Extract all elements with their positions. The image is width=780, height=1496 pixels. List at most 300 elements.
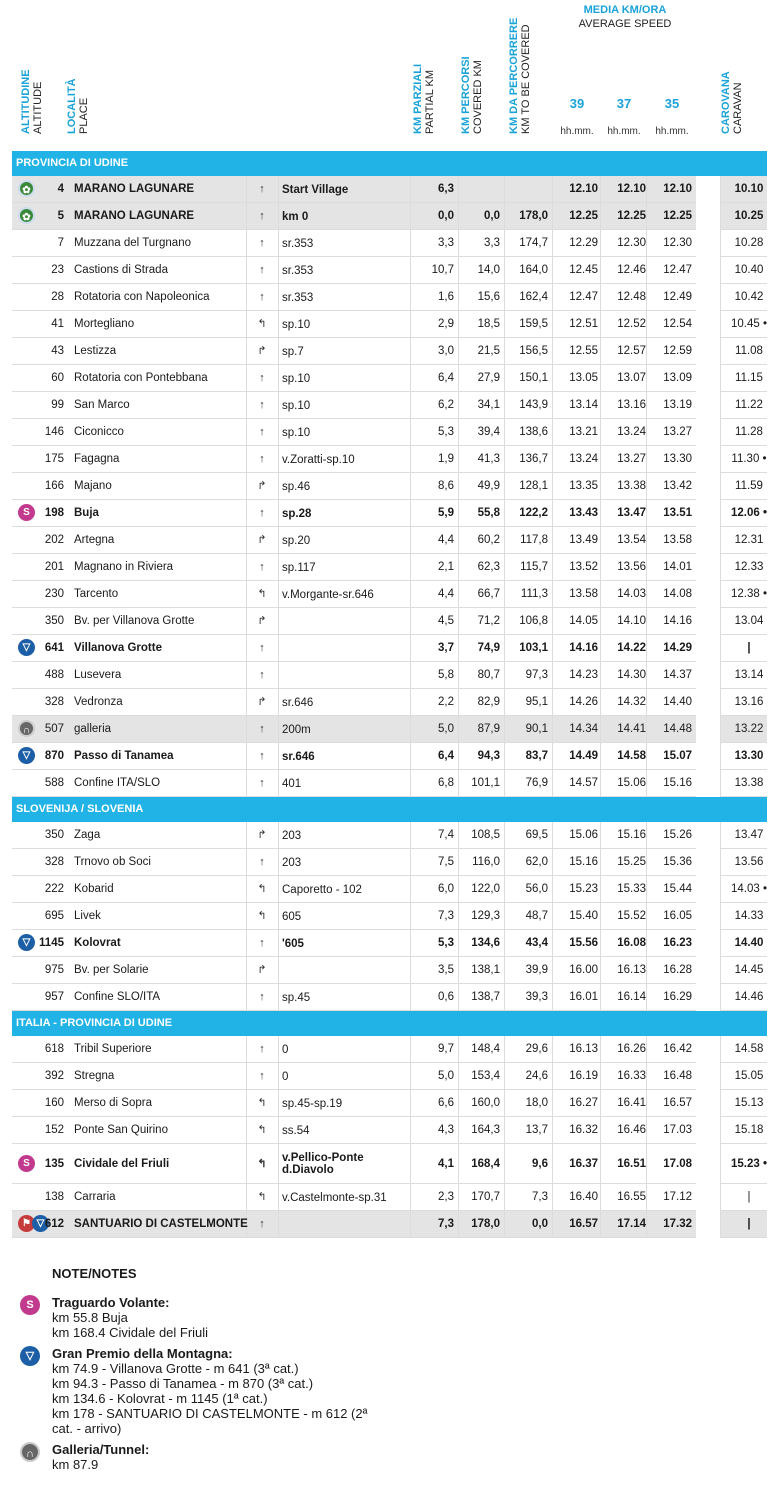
direction-arrow: ↱ bbox=[257, 480, 267, 492]
direction-arrow: ↑ bbox=[259, 561, 265, 573]
place: galleria bbox=[74, 723, 112, 735]
column-divider bbox=[458, 176, 459, 202]
road: sr.353 bbox=[282, 237, 314, 250]
column-divider bbox=[278, 1063, 279, 1089]
time-35: 13.19 bbox=[663, 399, 692, 411]
column-divider bbox=[246, 311, 247, 337]
caravan-time: 11.28 bbox=[735, 426, 763, 438]
time-39: 12.47 bbox=[569, 291, 598, 303]
km-to-cover: 9,6 bbox=[532, 1158, 548, 1170]
column-gap bbox=[696, 662, 720, 689]
mountain-icon: ▽ bbox=[20, 1346, 40, 1366]
column-divider bbox=[278, 849, 279, 875]
time-39: 13.58 bbox=[569, 588, 598, 600]
caravan-time: 15.05 bbox=[734, 1070, 764, 1082]
time-37: 12.25 bbox=[617, 210, 646, 222]
covered-km: 178,0 bbox=[471, 1218, 500, 1230]
column-divider bbox=[278, 284, 279, 310]
place: Fagagna bbox=[74, 453, 120, 465]
time-39: 16.19 bbox=[569, 1070, 598, 1082]
column-gap bbox=[696, 554, 720, 581]
covered-km: 160,0 bbox=[471, 1097, 500, 1109]
altitude: 201 bbox=[44, 561, 64, 573]
note-line: cat. - arrivo) bbox=[52, 1421, 122, 1436]
time-37: 13.07 bbox=[617, 372, 646, 384]
column-gap bbox=[696, 876, 720, 903]
covered-km: 134,6 bbox=[471, 937, 500, 949]
column-divider bbox=[246, 822, 247, 848]
place: Merso di Sopra bbox=[74, 1097, 152, 1109]
time-39: 12.25 bbox=[569, 210, 598, 222]
caravan-header: CAROVANA CARAVAN bbox=[720, 71, 744, 134]
time-37: 16.26 bbox=[617, 1043, 646, 1055]
column-divider bbox=[246, 1090, 247, 1116]
altitude: 43 bbox=[51, 345, 64, 357]
partial-km: 0,0 bbox=[438, 210, 454, 222]
place: Livek bbox=[74, 910, 101, 922]
time-35: 16.48 bbox=[663, 1070, 692, 1082]
column-divider bbox=[246, 554, 247, 580]
partial-km: 6,8 bbox=[438, 777, 454, 789]
time-37: 13.24 bbox=[617, 426, 646, 438]
time-37: 14.03 bbox=[617, 588, 646, 600]
column-gap bbox=[696, 635, 720, 662]
column-divider bbox=[278, 770, 279, 796]
column-divider bbox=[278, 581, 279, 607]
covered-km: 74,9 bbox=[477, 642, 500, 654]
column-divider bbox=[504, 176, 505, 202]
covered-km: 116,0 bbox=[472, 856, 500, 868]
km-to-cover-header: KM DA PERCORRERE KM TO BE COVERED bbox=[508, 17, 532, 134]
column-divider bbox=[278, 743, 279, 769]
place: Confine SLO/ITA bbox=[74, 991, 161, 1003]
caravan-time: 15.23 • bbox=[731, 1158, 767, 1170]
km-to-cover: 56,0 bbox=[525, 883, 548, 895]
time-35: 14.29 bbox=[663, 642, 692, 654]
direction-arrow: ↑ bbox=[259, 991, 265, 1003]
partial-km: 6,2 bbox=[438, 399, 454, 411]
partial-km: 2,2 bbox=[438, 696, 454, 708]
time-37: 12.52 bbox=[617, 318, 646, 330]
column-divider bbox=[246, 849, 247, 875]
column-divider bbox=[246, 876, 247, 902]
time-37: 12.46 bbox=[617, 264, 646, 276]
time-35: 16.28 bbox=[663, 964, 692, 976]
table-row bbox=[12, 473, 767, 500]
km-to-cover: 164,0 bbox=[519, 264, 548, 276]
column-divider bbox=[246, 392, 247, 418]
table-row bbox=[12, 230, 767, 257]
column-divider bbox=[278, 1117, 279, 1143]
column-divider bbox=[278, 957, 279, 983]
km-to-cover: 48,7 bbox=[525, 910, 548, 922]
time-37: 12.57 bbox=[617, 345, 646, 357]
altitude: 28 bbox=[51, 291, 64, 303]
km-to-cover: 95,1 bbox=[525, 696, 548, 708]
time-35: 16.23 bbox=[663, 937, 692, 949]
table-row bbox=[12, 849, 767, 876]
time-35: 13.09 bbox=[663, 372, 692, 384]
partial-km: 6,0 bbox=[438, 883, 454, 895]
time-39: 14.57 bbox=[569, 777, 598, 789]
place: Bv. per Villanova Grotte bbox=[74, 615, 195, 627]
direction-arrow: ↑ bbox=[259, 723, 265, 735]
column-divider bbox=[278, 930, 279, 956]
column-divider bbox=[246, 984, 247, 1010]
road: 0 bbox=[282, 1043, 289, 1056]
direction-arrow: ↰ bbox=[257, 1124, 267, 1136]
table-row bbox=[12, 581, 767, 608]
km-to-cover: 13,7 bbox=[525, 1124, 548, 1136]
time-37: 16.13 bbox=[617, 964, 646, 976]
time-35: 14.37 bbox=[663, 669, 692, 681]
covered-km: 168,4 bbox=[471, 1158, 500, 1170]
time-35: 13.30 bbox=[663, 453, 692, 465]
time-37: 15.25 bbox=[617, 856, 646, 868]
road: v.Zoratti-sp.10 bbox=[282, 453, 355, 466]
section-header: PROVINCIA DI UDINE bbox=[12, 151, 767, 176]
direction-arrow: ↑ bbox=[259, 372, 265, 384]
column-divider bbox=[278, 608, 279, 634]
time-39: 16.32 bbox=[569, 1124, 598, 1136]
column-gap bbox=[696, 930, 720, 957]
partial-km: 5,9 bbox=[438, 507, 454, 519]
time-35: 12.54 bbox=[663, 318, 692, 330]
column-divider bbox=[246, 930, 247, 956]
road: sp.45 bbox=[282, 991, 311, 1004]
table-row bbox=[12, 822, 767, 849]
partial-km: 5,0 bbox=[438, 1070, 454, 1082]
partial-km: 2,3 bbox=[438, 1191, 454, 1203]
table-row bbox=[12, 984, 767, 1011]
place: Kobarid bbox=[74, 883, 114, 895]
column-divider bbox=[246, 1036, 247, 1062]
partial-km: 6,3 bbox=[438, 183, 454, 195]
caravan-time: 14.46 bbox=[734, 991, 764, 1003]
road: Caporetto - 102 bbox=[282, 883, 362, 896]
place: Passo di Tanamea bbox=[74, 750, 174, 762]
place: Buja bbox=[74, 507, 99, 519]
section-header: SLOVENIJA / SLOVENIA bbox=[12, 797, 767, 822]
time-35: 12.59 bbox=[663, 345, 692, 357]
mountain-icon: ▽ bbox=[18, 639, 35, 656]
hh-label: hh.mm. bbox=[607, 126, 641, 137]
caravan-time: 13.14 bbox=[734, 669, 764, 681]
column-gap bbox=[696, 1036, 720, 1063]
column-divider bbox=[278, 446, 279, 472]
time-37: 15.52 bbox=[617, 910, 646, 922]
table-row bbox=[12, 1036, 767, 1063]
time-37: 13.47 bbox=[617, 507, 646, 519]
caravan-time: 14.03 • bbox=[731, 883, 767, 895]
column-divider bbox=[278, 311, 279, 337]
place: Muzzana del Turgnano bbox=[74, 237, 191, 249]
column-divider bbox=[278, 257, 279, 283]
covered-km: 15,6 bbox=[477, 291, 500, 303]
time-37: 16.46 bbox=[617, 1124, 646, 1136]
direction-arrow: ↱ bbox=[257, 615, 267, 627]
road: v.Pellico-Ponte d.Diavolo bbox=[282, 1152, 364, 1176]
column-gap bbox=[696, 473, 720, 500]
caravan-time: | bbox=[747, 1191, 751, 1203]
time-39: 16.40 bbox=[569, 1191, 598, 1203]
partial-km: 10,7 bbox=[431, 264, 454, 276]
column-gap bbox=[696, 608, 720, 635]
road: 200m bbox=[282, 723, 311, 736]
km-to-cover: 90,1 bbox=[525, 723, 548, 735]
partial-km: 6,4 bbox=[438, 372, 454, 384]
covered-km: 55,8 bbox=[477, 507, 500, 519]
time-37: 13.27 bbox=[617, 453, 646, 465]
column-gap bbox=[696, 500, 720, 527]
time-35: 14.08 bbox=[663, 588, 692, 600]
start-icon: ✿ bbox=[18, 180, 35, 197]
caravan-time: 14.33 bbox=[734, 910, 764, 922]
time-39: 13.35 bbox=[569, 480, 598, 492]
partial-km: 7,3 bbox=[438, 910, 454, 922]
table-row bbox=[12, 930, 767, 957]
time-35: 16.42 bbox=[663, 1043, 692, 1055]
km-to-cover: 62,0 bbox=[525, 856, 548, 868]
table-row bbox=[12, 446, 767, 473]
column-gap bbox=[696, 1144, 720, 1184]
place: Ponte San Quirino bbox=[74, 1124, 168, 1136]
column-divider bbox=[246, 743, 247, 769]
column-divider bbox=[246, 903, 247, 929]
altitude: 41 bbox=[51, 318, 64, 330]
altitude: 350 bbox=[44, 829, 64, 841]
altitude: 175 bbox=[44, 453, 64, 465]
covered-km: 66,7 bbox=[477, 588, 500, 600]
time-37: 13.56 bbox=[617, 561, 646, 573]
covered-km: 62,3 bbox=[477, 561, 500, 573]
caravan-time: 13.30 bbox=[734, 750, 764, 762]
km-to-cover: 76,9 bbox=[525, 777, 548, 789]
column-divider bbox=[278, 365, 279, 391]
column-gap bbox=[696, 743, 720, 770]
time-39: 15.56 bbox=[569, 937, 598, 949]
road bbox=[282, 957, 410, 984]
partial-km: 2,1 bbox=[438, 561, 454, 573]
partial-km: 5,0 bbox=[438, 723, 454, 735]
altitude: 507 bbox=[44, 723, 64, 735]
road: sr.353 bbox=[282, 264, 314, 277]
covered-km: 101,1 bbox=[471, 777, 500, 789]
covered-km: 34,1 bbox=[477, 399, 500, 411]
altitude: 99 bbox=[51, 399, 64, 411]
column-gap bbox=[696, 257, 720, 284]
caravan-time: | bbox=[747, 1218, 751, 1230]
covered-km-header: KM PERCORSI COVERED KM bbox=[460, 56, 484, 134]
column-divider bbox=[278, 689, 279, 715]
partial-km: 5,8 bbox=[438, 669, 454, 681]
place: Rotatoria con Pontebbana bbox=[74, 372, 208, 384]
column-divider bbox=[278, 473, 279, 499]
table-row bbox=[12, 716, 767, 743]
partial-km: 3,7 bbox=[438, 642, 454, 654]
time-37: 14.22 bbox=[617, 642, 646, 654]
partial-km: 5,3 bbox=[438, 937, 454, 949]
caravan-time: 15.18 bbox=[734, 1124, 764, 1136]
column-divider bbox=[246, 635, 247, 661]
direction-arrow: ↑ bbox=[259, 1043, 265, 1055]
time-35: 17.08 bbox=[663, 1158, 692, 1170]
covered-km: 122,0 bbox=[471, 883, 500, 895]
column-divider bbox=[278, 527, 279, 553]
covered-km: 0,0 bbox=[484, 210, 500, 222]
partial-km-header: KM PARZIALI PARTIAL KM bbox=[412, 63, 436, 134]
time-35: 12.49 bbox=[663, 291, 692, 303]
time-39: 12.51 bbox=[569, 318, 598, 330]
column-divider bbox=[278, 230, 279, 256]
altitude: 160 bbox=[44, 1097, 64, 1109]
direction-arrow: ↱ bbox=[257, 696, 267, 708]
caravan-time: 11.59 bbox=[735, 480, 763, 492]
km-to-cover: 39,3 bbox=[525, 991, 548, 1003]
km-to-cover: 43,4 bbox=[525, 937, 548, 949]
direction-arrow: ↑ bbox=[259, 507, 265, 519]
column-gap bbox=[696, 903, 720, 930]
mountain-icon: ▽ bbox=[18, 747, 35, 764]
time-37: 16.51 bbox=[617, 1158, 646, 1170]
partial-km: 4,1 bbox=[438, 1158, 454, 1170]
column-gap bbox=[696, 527, 720, 554]
table-row bbox=[12, 662, 767, 689]
place-header: LOCALITÀ PLACE bbox=[66, 78, 90, 134]
road: km 0 bbox=[282, 210, 309, 223]
time-39: 16.37 bbox=[569, 1158, 598, 1170]
column-divider bbox=[246, 1117, 247, 1143]
time-35: 15.26 bbox=[663, 829, 692, 841]
road: 203 bbox=[282, 829, 302, 842]
covered-km: 138,7 bbox=[471, 991, 500, 1003]
column-gap bbox=[696, 581, 720, 608]
time-39: 16.27 bbox=[569, 1097, 598, 1109]
road: sp.10 bbox=[282, 399, 311, 412]
direction-arrow: ↑ bbox=[259, 750, 265, 762]
km-to-cover: 103,1 bbox=[519, 642, 548, 654]
direction-arrow: ↱ bbox=[257, 345, 267, 357]
time-37: 15.16 bbox=[617, 829, 646, 841]
caravan-time: | bbox=[747, 642, 751, 654]
time-35: 15.44 bbox=[663, 883, 692, 895]
place: Bv. per Solarie bbox=[74, 964, 149, 976]
column-divider bbox=[278, 1036, 279, 1062]
covered-km: 82,9 bbox=[477, 696, 500, 708]
time-37: 12.30 bbox=[617, 237, 646, 249]
column-divider bbox=[246, 257, 247, 283]
km-to-cover: 162,4 bbox=[519, 291, 548, 303]
table-row bbox=[12, 257, 767, 284]
time-39: 12.45 bbox=[569, 264, 598, 276]
table-row bbox=[12, 392, 767, 419]
column-divider bbox=[246, 716, 247, 742]
column-divider bbox=[278, 392, 279, 418]
column-gap bbox=[696, 770, 720, 797]
column-divider bbox=[246, 1184, 247, 1210]
altitude: 588 bbox=[44, 777, 64, 789]
note-line: km 168.4 Cividale del Friuli bbox=[52, 1325, 209, 1340]
caravan-time: 15.13 bbox=[734, 1097, 764, 1109]
road: 401 bbox=[282, 777, 302, 790]
direction-arrow: ↰ bbox=[257, 1191, 267, 1203]
column-gap bbox=[696, 338, 720, 365]
direction-arrow: ↰ bbox=[257, 318, 267, 330]
direction-arrow: ↰ bbox=[257, 910, 267, 922]
column-divider bbox=[278, 984, 279, 1010]
covered-km: 27,9 bbox=[477, 372, 500, 384]
table-row bbox=[12, 365, 767, 392]
partial-km: 1,6 bbox=[438, 291, 454, 303]
time-37: 14.32 bbox=[617, 696, 646, 708]
covered-km: 94,3 bbox=[477, 750, 500, 762]
km-to-cover: 143,9 bbox=[519, 399, 548, 411]
km-to-cover: 136,7 bbox=[519, 453, 548, 465]
km-to-cover: 18,0 bbox=[525, 1097, 548, 1109]
column-divider bbox=[246, 608, 247, 634]
direction-arrow: ↑ bbox=[259, 237, 265, 249]
road: '605 bbox=[282, 937, 304, 950]
place: San Marco bbox=[74, 399, 130, 411]
altitude: 350 bbox=[44, 615, 64, 627]
road: sp.45-sp.19 bbox=[282, 1097, 343, 1110]
place: Tribil Superiore bbox=[74, 1043, 152, 1055]
altitude: 230 bbox=[44, 588, 64, 600]
table-row bbox=[12, 635, 767, 662]
column-divider bbox=[246, 662, 247, 688]
table-row bbox=[12, 1090, 767, 1117]
note-line: km 134.6 - Kolovrat - m 1145 (1ª cat.) bbox=[52, 1391, 268, 1406]
time-39: 14.34 bbox=[569, 723, 598, 735]
time-39: 13.43 bbox=[569, 507, 598, 519]
speed-37: 37 bbox=[616, 96, 632, 111]
road: Start Village bbox=[282, 183, 349, 196]
table-header bbox=[0, 0, 780, 150]
column-divider bbox=[278, 876, 279, 902]
road: sp.46 bbox=[282, 480, 311, 493]
partial-km: 9,7 bbox=[438, 1043, 454, 1055]
covered-km: 153,4 bbox=[471, 1070, 500, 1082]
time-39: 15.16 bbox=[569, 856, 598, 868]
caravan-time: 12.33 bbox=[734, 561, 764, 573]
partial-km: 4,5 bbox=[438, 615, 454, 627]
altitude: 146 bbox=[44, 426, 64, 438]
time-39: 13.24 bbox=[569, 453, 598, 465]
altitude: 152 bbox=[44, 1124, 64, 1136]
time-35: 14.16 bbox=[663, 615, 692, 627]
column-divider bbox=[246, 500, 247, 526]
place: Vedronza bbox=[74, 696, 123, 708]
altitude: 222 bbox=[44, 883, 64, 895]
covered-km: 108,5 bbox=[471, 829, 500, 841]
time-37: 14.10 bbox=[617, 615, 646, 627]
note-line: km 87.9 bbox=[52, 1457, 99, 1472]
place: Tarcento bbox=[74, 588, 119, 600]
table-row bbox=[12, 203, 767, 230]
direction-arrow: ↑ bbox=[259, 210, 265, 222]
table-row bbox=[12, 876, 767, 903]
table-row bbox=[12, 1117, 767, 1144]
table-row bbox=[12, 284, 767, 311]
caravan-time: 13.04 bbox=[734, 615, 764, 627]
column-gap bbox=[696, 849, 720, 876]
column-gap bbox=[696, 176, 720, 203]
altitude: 7 bbox=[57, 237, 64, 249]
direction-arrow: ↑ bbox=[259, 426, 265, 438]
speed-35: 35 bbox=[664, 96, 680, 111]
note-item bbox=[20, 1442, 520, 1472]
place: SANTUARIO DI CASTELMONTE bbox=[74, 1218, 248, 1230]
